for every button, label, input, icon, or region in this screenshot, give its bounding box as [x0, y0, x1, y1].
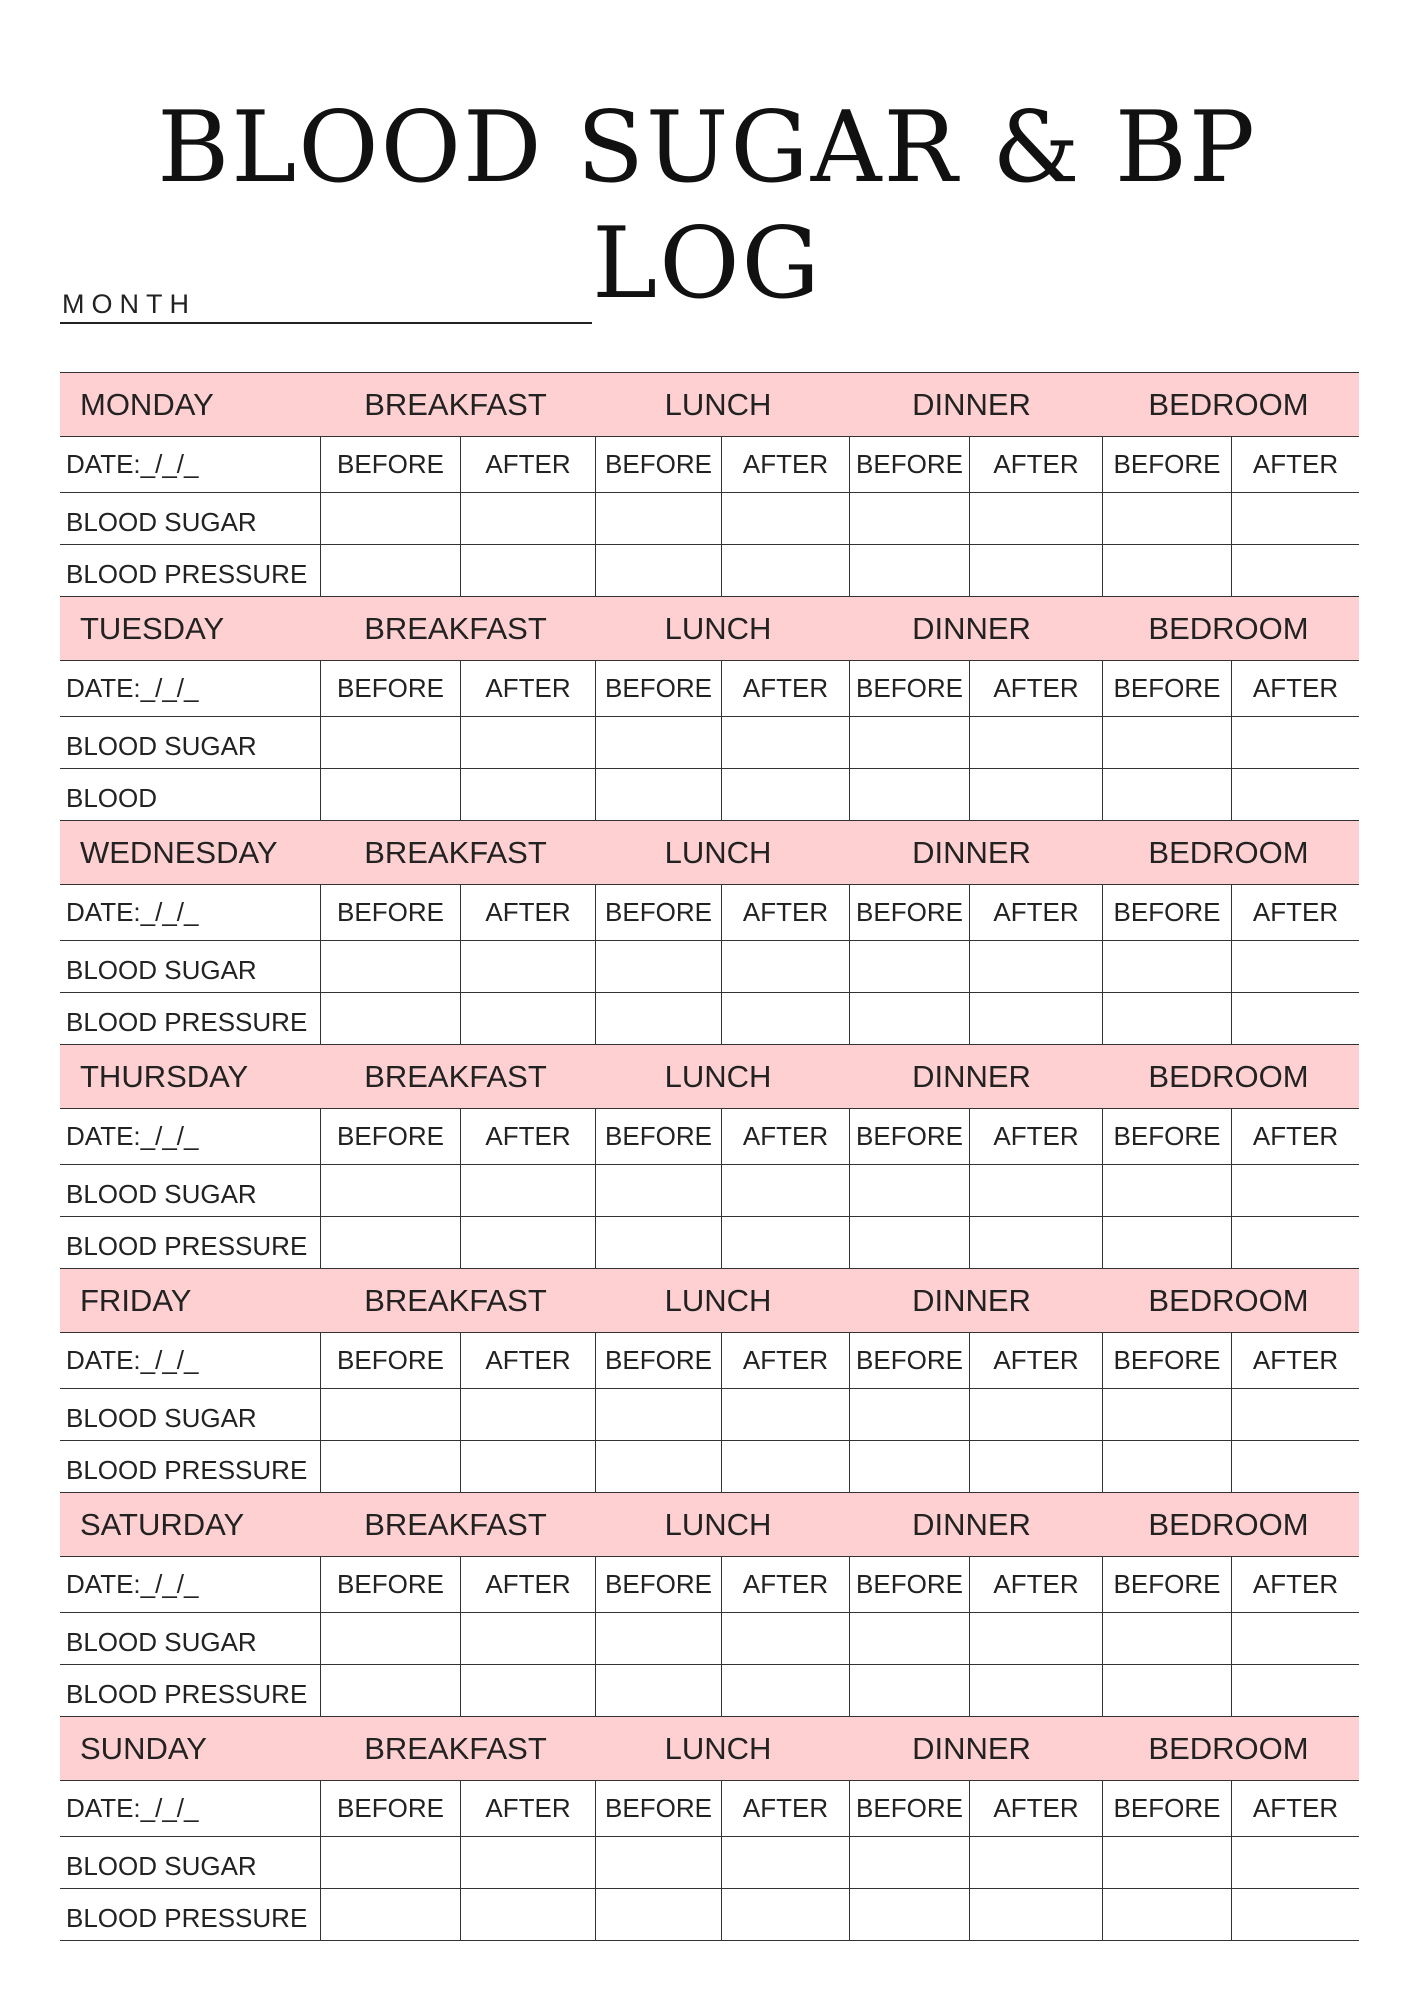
entry-cell[interactable] — [1102, 941, 1231, 992]
meal-header: LUNCH — [664, 1058, 772, 1094]
after-label: AFTER — [1231, 1557, 1359, 1612]
row-label: BLOOD — [66, 783, 158, 813]
entry-cell[interactable] — [721, 1441, 849, 1492]
meal-header: LUNCH — [664, 386, 772, 422]
entry-cell[interactable] — [849, 1837, 969, 1888]
entry-cell[interactable] — [721, 1837, 849, 1888]
entry-cell[interactable] — [849, 493, 969, 544]
before-label: BEFORE — [849, 1109, 969, 1164]
blood-pressure-row — [60, 1441, 1359, 1493]
meal-header: DINNER — [912, 1282, 1031, 1318]
after-label: AFTER — [721, 1557, 849, 1612]
entry-cell[interactable] — [595, 993, 721, 1044]
entry-cell[interactable] — [1102, 1165, 1231, 1216]
blood-sugar-row — [60, 941, 1359, 993]
entry-cell[interactable] — [460, 493, 595, 544]
entry-cell[interactable] — [969, 1165, 1102, 1216]
entry-cell[interactable] — [849, 1441, 969, 1492]
meal-header: BREAKFAST — [364, 1058, 547, 1094]
day-header — [60, 1493, 1359, 1557]
day-header — [60, 373, 1359, 437]
entry-cell[interactable] — [1102, 545, 1231, 596]
before-label: BEFORE — [320, 1109, 460, 1164]
title-line-2: LOG — [592, 207, 822, 321]
before-label: BEFORE — [1102, 1557, 1231, 1612]
entry-cell[interactable] — [1102, 1889, 1231, 1940]
after-label: AFTER — [1231, 437, 1359, 492]
entry-cell[interactable] — [1231, 493, 1359, 544]
entry-cell[interactable] — [969, 1217, 1102, 1268]
before-label: BEFORE — [320, 1781, 460, 1836]
entry-cell[interactable] — [849, 717, 969, 768]
date-field[interactable]: DATE:_/_/_ — [66, 1793, 199, 1823]
row-label: BLOOD SUGAR — [66, 1179, 257, 1209]
entry-cell[interactable] — [849, 769, 969, 820]
after-label: AFTER — [721, 1781, 849, 1836]
entry-cell[interactable] — [969, 1613, 1102, 1664]
entry-cell[interactable] — [1231, 1217, 1359, 1268]
before-label: BEFORE — [595, 885, 721, 940]
after-label: AFTER — [1231, 1109, 1359, 1164]
timing-row — [60, 1781, 1359, 1837]
meal-header: LUNCH — [664, 834, 772, 870]
before-label: BEFORE — [1102, 1109, 1231, 1164]
before-label: BEFORE — [1102, 1333, 1231, 1388]
entry-cell[interactable] — [1102, 1837, 1231, 1888]
meal-header: LUNCH — [664, 1506, 772, 1542]
entry-cell[interactable] — [595, 1389, 721, 1440]
entry-cell[interactable] — [460, 1389, 595, 1440]
entry-cell[interactable] — [969, 993, 1102, 1044]
meal-header: DINNER — [912, 834, 1031, 870]
date-field[interactable]: DATE:_/_/_ — [66, 673, 199, 703]
entry-cell[interactable] — [320, 1889, 460, 1940]
day-block-friday — [60, 1269, 1359, 1493]
entry-cell[interactable] — [320, 1613, 460, 1664]
meal-header: BEDROOM — [1148, 1730, 1309, 1766]
meal-header: BEDROOM — [1148, 1282, 1309, 1318]
row-label: BLOOD PRESSURE — [66, 1007, 308, 1037]
meal-header: BREAKFAST — [364, 1730, 547, 1766]
after-label: AFTER — [969, 661, 1102, 716]
entry-cell[interactable] — [969, 1837, 1102, 1888]
after-label: AFTER — [460, 1109, 595, 1164]
day-name: SATURDAY — [80, 1506, 245, 1542]
after-label: AFTER — [969, 1109, 1102, 1164]
entry-cell[interactable] — [1102, 1613, 1231, 1664]
blood-pressure-row — [60, 1889, 1359, 1941]
after-label: AFTER — [460, 661, 595, 716]
after-label: AFTER — [969, 437, 1102, 492]
before-label: BEFORE — [595, 1781, 721, 1836]
entry-cell[interactable] — [320, 769, 460, 820]
entry-cell[interactable] — [849, 545, 969, 596]
month-label: MONTH — [62, 289, 196, 319]
before-label: BEFORE — [849, 437, 969, 492]
entry-cell[interactable] — [721, 993, 849, 1044]
entry-cell[interactable] — [460, 1837, 595, 1888]
entry-cell[interactable] — [849, 1165, 969, 1216]
after-label: AFTER — [1231, 1333, 1359, 1388]
day-name: MONDAY — [80, 386, 214, 422]
meal-header: DINNER — [912, 610, 1031, 646]
after-label: AFTER — [969, 885, 1102, 940]
title-line-1: BLOOD SUGAR & BP — [157, 91, 1257, 205]
day-block-wednesday — [60, 821, 1359, 1045]
date-field[interactable]: DATE:_/_/_ — [66, 1569, 199, 1599]
timing-row — [60, 1557, 1359, 1613]
entry-cell[interactable] — [460, 1441, 595, 1492]
day-name: THURSDAY — [80, 1058, 249, 1094]
row-label: BLOOD PRESSURE — [66, 1679, 308, 1709]
before-label: BEFORE — [1102, 437, 1231, 492]
after-label: AFTER — [460, 1333, 595, 1388]
entry-cell[interactable] — [849, 1613, 969, 1664]
before-label: BEFORE — [320, 437, 460, 492]
entry-cell[interactable] — [595, 1889, 721, 1940]
month-field[interactable] — [60, 286, 592, 324]
entry-cell[interactable] — [595, 1441, 721, 1492]
entry-cell[interactable] — [1231, 1889, 1359, 1940]
day-block-monday — [60, 373, 1359, 597]
meal-header: BEDROOM — [1148, 1058, 1309, 1094]
entry-cell[interactable] — [595, 545, 721, 596]
before-label: BEFORE — [849, 661, 969, 716]
day-block-saturday — [60, 1493, 1359, 1717]
entry-cell[interactable] — [1231, 1441, 1359, 1492]
entry-cell[interactable] — [1231, 1613, 1359, 1664]
day-name: TUESDAY — [80, 610, 225, 646]
entry-cell[interactable] — [320, 1665, 460, 1716]
date-field[interactable]: DATE:_/_/_ — [66, 449, 199, 479]
entry-cell[interactable] — [1231, 1837, 1359, 1888]
blood-pressure-row — [60, 1217, 1359, 1269]
before-label: BEFORE — [595, 1109, 721, 1164]
entry-cell[interactable] — [969, 769, 1102, 820]
entry-cell[interactable] — [1231, 545, 1359, 596]
entry-cell[interactable] — [595, 1217, 721, 1268]
entry-cell[interactable] — [1231, 1165, 1359, 1216]
entry-cell[interactable] — [721, 545, 849, 596]
entry-cell[interactable] — [849, 1389, 969, 1440]
before-label: BEFORE — [595, 437, 721, 492]
entry-cell[interactable] — [721, 1889, 849, 1940]
entry-cell[interactable] — [721, 769, 849, 820]
day-name: WEDNESDAY — [80, 834, 278, 870]
before-label: BEFORE — [595, 1557, 721, 1612]
blood-sugar-row — [60, 1837, 1359, 1889]
meal-header: LUNCH — [664, 1730, 772, 1766]
day-header — [60, 821, 1359, 885]
entry-cell[interactable] — [460, 941, 595, 992]
before-label: BEFORE — [1102, 1781, 1231, 1836]
entry-cell[interactable] — [320, 941, 460, 992]
entry-cell[interactable] — [1102, 717, 1231, 768]
entry-cell[interactable] — [460, 993, 595, 1044]
meal-header: DINNER — [912, 1506, 1031, 1542]
meal-header: BREAKFAST — [364, 386, 547, 422]
after-label: AFTER — [721, 661, 849, 716]
row-label: BLOOD SUGAR — [66, 507, 257, 537]
entry-cell[interactable] — [595, 1837, 721, 1888]
meal-header: DINNER — [912, 1730, 1031, 1766]
date-field[interactable]: DATE:_/_/_ — [66, 1345, 199, 1375]
entry-cell[interactable] — [1102, 769, 1231, 820]
meal-header: BEDROOM — [1148, 834, 1309, 870]
row-label: BLOOD PRESSURE — [66, 1455, 308, 1485]
entry-cell[interactable] — [1102, 1389, 1231, 1440]
blood-pressure-row — [60, 545, 1359, 597]
entry-cell[interactable] — [460, 769, 595, 820]
entry-cell[interactable] — [320, 1837, 460, 1888]
entry-cell[interactable] — [595, 1665, 721, 1716]
entry-cell[interactable] — [320, 493, 460, 544]
entry-cell[interactable] — [849, 1889, 969, 1940]
meal-header: BEDROOM — [1148, 610, 1309, 646]
blood-pressure-row — [60, 1665, 1359, 1717]
day-name: FRIDAY — [80, 1282, 192, 1318]
entry-cell[interactable] — [1231, 1665, 1359, 1716]
blood-sugar-row — [60, 1389, 1359, 1441]
entry-cell[interactable] — [595, 941, 721, 992]
before-label: BEFORE — [1102, 885, 1231, 940]
meal-header: LUNCH — [664, 610, 772, 646]
before-label: BEFORE — [849, 1333, 969, 1388]
entry-cell[interactable] — [721, 941, 849, 992]
meal-header: BREAKFAST — [364, 834, 547, 870]
blood-sugar-row — [60, 1613, 1359, 1665]
entry-cell[interactable] — [1102, 493, 1231, 544]
timing-row — [60, 1109, 1359, 1165]
entry-cell[interactable] — [1231, 941, 1359, 992]
entry-cell[interactable] — [969, 1389, 1102, 1440]
entry-cell[interactable] — [969, 1665, 1102, 1716]
entry-cell[interactable] — [1231, 717, 1359, 768]
entry-cell[interactable] — [320, 545, 460, 596]
after-label: AFTER — [969, 1781, 1102, 1836]
row-label: BLOOD PRESSURE — [66, 1903, 308, 1933]
entry-cell[interactable] — [320, 993, 460, 1044]
timing-row — [60, 661, 1359, 717]
log-table — [60, 372, 1359, 1941]
entry-cell[interactable] — [721, 1389, 849, 1440]
after-label: AFTER — [969, 1333, 1102, 1388]
day-header — [60, 1045, 1359, 1109]
after-label: AFTER — [721, 437, 849, 492]
entry-cell[interactable] — [849, 1217, 969, 1268]
day-header — [60, 1717, 1359, 1781]
entry-cell[interactable] — [1102, 993, 1231, 1044]
entry-cell[interactable] — [320, 1389, 460, 1440]
after-label: AFTER — [1231, 661, 1359, 716]
before-label: BEFORE — [849, 885, 969, 940]
entry-cell[interactable] — [460, 1665, 595, 1716]
day-block-tuesday — [60, 597, 1359, 821]
entry-cell[interactable] — [595, 1613, 721, 1664]
date-field[interactable]: DATE:_/_/_ — [66, 897, 199, 927]
entry-cell[interactable] — [460, 1165, 595, 1216]
entry-cell[interactable] — [721, 493, 849, 544]
meal-header: BEDROOM — [1148, 386, 1309, 422]
entry-cell[interactable] — [1231, 1389, 1359, 1440]
timing-row — [60, 1333, 1359, 1389]
row-label: BLOOD PRESSURE — [66, 1231, 308, 1261]
entry-cell[interactable] — [320, 717, 460, 768]
row-label: BLOOD SUGAR — [66, 1851, 257, 1881]
after-label: AFTER — [460, 1557, 595, 1612]
row-label: BLOOD SUGAR — [66, 1403, 257, 1433]
entry-cell[interactable] — [969, 1441, 1102, 1492]
row-label: BLOOD SUGAR — [66, 955, 257, 985]
entry-cell[interactable] — [721, 717, 849, 768]
row-label: BLOOD PRESSURE — [66, 559, 308, 589]
entry-cell[interactable] — [460, 1613, 595, 1664]
after-label: AFTER — [460, 1781, 595, 1836]
entry-cell[interactable] — [969, 493, 1102, 544]
entry-cell[interactable] — [1231, 769, 1359, 820]
entry-cell[interactable] — [969, 545, 1102, 596]
timing-row — [60, 437, 1359, 493]
entry-cell[interactable] — [460, 545, 595, 596]
row-label: BLOOD SUGAR — [66, 731, 257, 761]
blood-sugar-row — [60, 1165, 1359, 1217]
day-header — [60, 597, 1359, 661]
before-label: BEFORE — [1102, 661, 1231, 716]
meal-header: BREAKFAST — [364, 610, 547, 646]
entry-cell[interactable] — [460, 717, 595, 768]
before-label: BEFORE — [849, 1781, 969, 1836]
after-label: AFTER — [460, 885, 595, 940]
entry-cell[interactable] — [595, 717, 721, 768]
entry-cell[interactable] — [1102, 1217, 1231, 1268]
before-label: BEFORE — [595, 1333, 721, 1388]
entry-cell[interactable] — [320, 1441, 460, 1492]
entry-cell[interactable] — [460, 1217, 595, 1268]
meal-header: LUNCH — [664, 1282, 772, 1318]
entry-cell[interactable] — [460, 1889, 595, 1940]
entry-cell[interactable] — [320, 1217, 460, 1268]
entry-cell[interactable] — [969, 717, 1102, 768]
meal-header: BREAKFAST — [364, 1282, 547, 1318]
timing-row — [60, 885, 1359, 941]
before-label: BEFORE — [320, 1557, 460, 1612]
entry-cell[interactable] — [1231, 993, 1359, 1044]
blood-pressure-row — [60, 769, 1359, 821]
entry-cell[interactable] — [849, 993, 969, 1044]
blood-sugar-row — [60, 493, 1359, 545]
day-block-thursday — [60, 1045, 1359, 1269]
day-name: SUNDAY — [80, 1730, 207, 1766]
entry-cell[interactable] — [1102, 1665, 1231, 1716]
entry-cell[interactable] — [595, 493, 721, 544]
entry-cell[interactable] — [721, 1665, 849, 1716]
before-label: BEFORE — [849, 1557, 969, 1612]
entry-cell[interactable] — [595, 769, 721, 820]
after-label: AFTER — [460, 437, 595, 492]
entry-cell[interactable] — [721, 1165, 849, 1216]
after-label: AFTER — [969, 1557, 1102, 1612]
before-label: BEFORE — [595, 661, 721, 716]
day-block-sunday — [60, 1717, 1359, 1941]
meal-header: BEDROOM — [1148, 1506, 1309, 1542]
entry-cell[interactable] — [849, 941, 969, 992]
blood-pressure-row — [60, 993, 1359, 1045]
date-field[interactable]: DATE:_/_/_ — [66, 1121, 199, 1151]
after-label: AFTER — [1231, 1781, 1359, 1836]
entry-cell[interactable] — [595, 1165, 721, 1216]
after-label: AFTER — [1231, 885, 1359, 940]
entry-cell[interactable] — [969, 1889, 1102, 1940]
entry-cell[interactable] — [320, 1165, 460, 1216]
meal-header: DINNER — [912, 386, 1031, 422]
row-label: BLOOD SUGAR — [66, 1627, 257, 1657]
entry-cell[interactable] — [721, 1613, 849, 1664]
after-label: AFTER — [721, 1333, 849, 1388]
before-label: BEFORE — [320, 661, 460, 716]
before-label: BEFORE — [320, 885, 460, 940]
meal-header: BREAKFAST — [364, 1506, 547, 1542]
entry-cell[interactable] — [849, 1665, 969, 1716]
after-label: AFTER — [721, 885, 849, 940]
blood-sugar-row — [60, 717, 1359, 769]
meal-header: DINNER — [912, 1058, 1031, 1094]
before-label: BEFORE — [320, 1333, 460, 1388]
after-label: AFTER — [721, 1109, 849, 1164]
entry-cell[interactable] — [721, 1217, 849, 1268]
entry-cell[interactable] — [1102, 1441, 1231, 1492]
day-header — [60, 1269, 1359, 1333]
entry-cell[interactable] — [969, 941, 1102, 992]
